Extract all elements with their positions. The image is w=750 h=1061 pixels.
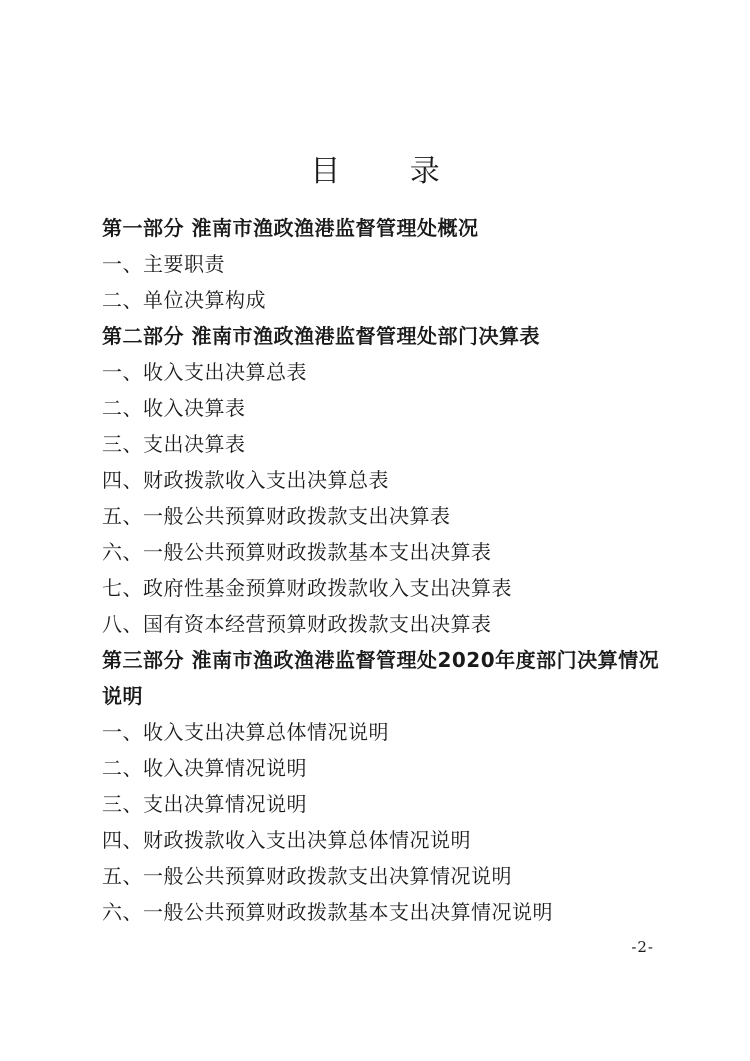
toc-item[interactable]: 六、一般公共预算财政拨款基本支出决算情况说明 (102, 900, 553, 924)
toc-item[interactable]: 八、国有资本经营预算财政拨款支出决算表 (102, 612, 492, 636)
toc-item[interactable]: 五、一般公共预算财政拨款支出决算情况说明 (102, 864, 512, 888)
toc-item[interactable]: 二、收入决算情况说明 (102, 756, 307, 780)
toc-item[interactable]: 二、单位决算构成 (102, 288, 266, 312)
toc-item[interactable]: 三、支出决算情况说明 (102, 792, 307, 816)
part-2-heading[interactable]: 第二部分 淮南市渔政渔港监督管理处部门决算表 (102, 324, 540, 348)
toc-item[interactable]: 六、一般公共预算财政拨款基本支出决算表 (102, 540, 492, 564)
toc-title: 目 录 (310, 154, 470, 189)
toc-item[interactable]: 四、财政拨款收入支出决算总体情况说明 (102, 828, 471, 852)
toc-item[interactable]: 七、政府性基金预算财政拨款收入支出决算表 (102, 576, 512, 600)
toc-item[interactable]: 五、一般公共预算财政拨款支出决算表 (102, 504, 451, 528)
toc-item[interactable]: 一、收入支出决算总体情况说明 (102, 720, 389, 744)
page-number: -2- (631, 938, 654, 956)
toc-item[interactable]: 四、财政拨款收入支出决算总表 (102, 468, 389, 492)
toc-item[interactable]: 一、主要职责 (102, 252, 225, 276)
toc-item[interactable]: 二、收入决算表 (102, 396, 246, 420)
toc-item[interactable]: 三、支出决算表 (102, 432, 246, 456)
part-3-heading[interactable]: 第三部分 淮南市渔政渔港监督管理处2020年度部门决算情况说明 (102, 648, 660, 708)
part-1-heading[interactable]: 第一部分 淮南市渔政渔港监督管理处概况 (102, 216, 479, 240)
table-of-contents (102, 210, 662, 930)
toc-item[interactable]: 一、收入支出决算总表 (102, 360, 307, 384)
